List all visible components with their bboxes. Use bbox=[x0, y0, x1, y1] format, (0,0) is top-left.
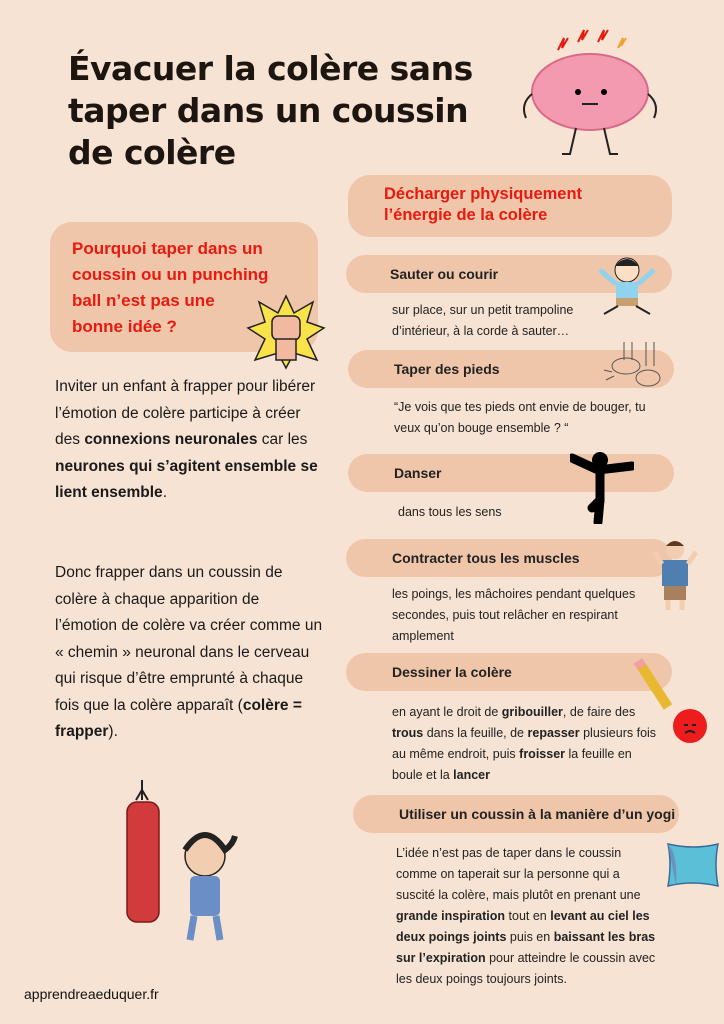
activity-description bbox=[398, 502, 598, 523]
bold-text-segment: connexions neuronales bbox=[84, 431, 258, 448]
text-segment: car les bbox=[257, 431, 308, 448]
text-segment: , de faire des bbox=[562, 705, 636, 719]
activity-draw-anger bbox=[346, 653, 672, 691]
text-segment: L’idée n’est pas de taper dans le coussin comme on taperait sur la personne qui a suscité la colère, mais plutôt en prenant une bbox=[396, 846, 641, 902]
activity-label: Danser bbox=[394, 465, 442, 481]
activity-yogi-cushion bbox=[353, 795, 679, 833]
activity-label: Utiliser un coussin à la manière d’un yogi bbox=[399, 806, 676, 822]
text-segment: . bbox=[162, 484, 167, 501]
text-segment: Inviter un enfant à frapper pour libérer l’émotion de colère participe à créer des bbox=[55, 378, 316, 448]
activity-contract-muscles bbox=[346, 539, 672, 577]
fist-icon bbox=[246, 294, 326, 370]
bold-text-segment: baissant les bras sur l’expiration bbox=[396, 930, 656, 965]
activity-label: Taper des pieds bbox=[394, 361, 500, 377]
bold-text-segment: levant au ciel les deux poings joints bbox=[396, 909, 650, 944]
page-title: Évacuer la colère sans taper dans un coussin de colère bbox=[68, 49, 473, 172]
activity-description bbox=[392, 300, 602, 342]
activity-label: Contracter tous les muscles bbox=[392, 550, 580, 566]
bold-text-segment: lancer bbox=[453, 768, 491, 782]
activity-description bbox=[394, 397, 674, 439]
flexing-boy-icon bbox=[650, 538, 700, 614]
text-segment: dans tous les sens bbox=[398, 505, 502, 519]
stomping-feet-icon bbox=[602, 340, 662, 395]
explanation-paragraph-2 bbox=[55, 560, 325, 746]
text-segment: “Je vois que tes pieds ont envie de bouger, tu veux qu’on bouge ensemble ? “ bbox=[394, 400, 646, 435]
text-segment: pour atteindre le coussin avec les deux poings toujours joints. bbox=[396, 951, 656, 986]
punching-bag-girl-illustration bbox=[120, 778, 245, 950]
right-section-header bbox=[348, 175, 672, 237]
bold-text-segment: trous bbox=[392, 726, 424, 740]
text-segment: en ayant le droit de bbox=[392, 705, 502, 719]
text-segment: dans la feuille, de bbox=[423, 726, 528, 740]
bold-text-segment: froisser bbox=[519, 747, 566, 761]
activity-description bbox=[392, 702, 662, 786]
bold-text-segment: repasser bbox=[527, 726, 580, 740]
text-segment: ). bbox=[108, 723, 118, 740]
jumping-boy-icon bbox=[596, 254, 658, 318]
website-footer: apprendreaeduquer.fr bbox=[24, 986, 159, 1002]
bold-text-segment: grande inspiration bbox=[396, 909, 506, 923]
why-not-hit-heading: Pourquoi taper dans un coussin ou un punching ball n’est pas une bonne idée ? bbox=[72, 239, 269, 336]
bold-text-segment: colère = frapper bbox=[55, 696, 302, 740]
activity-description bbox=[396, 843, 658, 990]
cushion-icon bbox=[664, 840, 722, 890]
explanation-paragraph-1 bbox=[55, 374, 325, 507]
activity-label: Sauter ou courir bbox=[390, 266, 499, 282]
angry-brain-icon bbox=[518, 22, 663, 162]
text-segment: plusieurs fois au même endroit, puis bbox=[392, 726, 657, 761]
text-segment: Donc frapper dans un coussin de colère à chaque apparition de l’émotion de colère va créer comme un « chemin » neuronal dans le cerveau qui risque d’être emprunté à chaque fois que la colère apparaît ( bbox=[55, 564, 323, 714]
activity-label: Dessiner la colère bbox=[392, 664, 512, 680]
text-segment: la feuille en boule et la bbox=[392, 747, 632, 782]
text-segment: les poings, les mâchoires pendant quelques secondes, puis tout relâcher en respirant amplement bbox=[392, 587, 636, 643]
right-section-title: Décharger physiquement l’énergie de la colère bbox=[384, 185, 583, 224]
bold-text-segment: gribouiller bbox=[501, 705, 563, 719]
pencil-scribble-icon bbox=[632, 655, 712, 745]
bold-text-segment: neurones qui s’agitent ensemble se lient ensemble bbox=[55, 457, 318, 501]
text-segment: sur place, sur un petit trampoline d’intérieur, à la corde à sauter… bbox=[392, 303, 574, 338]
dancing-child-silhouette bbox=[570, 450, 634, 524]
activity-description bbox=[392, 584, 662, 647]
text-segment: tout en bbox=[505, 909, 551, 923]
text-segment: puis en bbox=[506, 930, 554, 944]
